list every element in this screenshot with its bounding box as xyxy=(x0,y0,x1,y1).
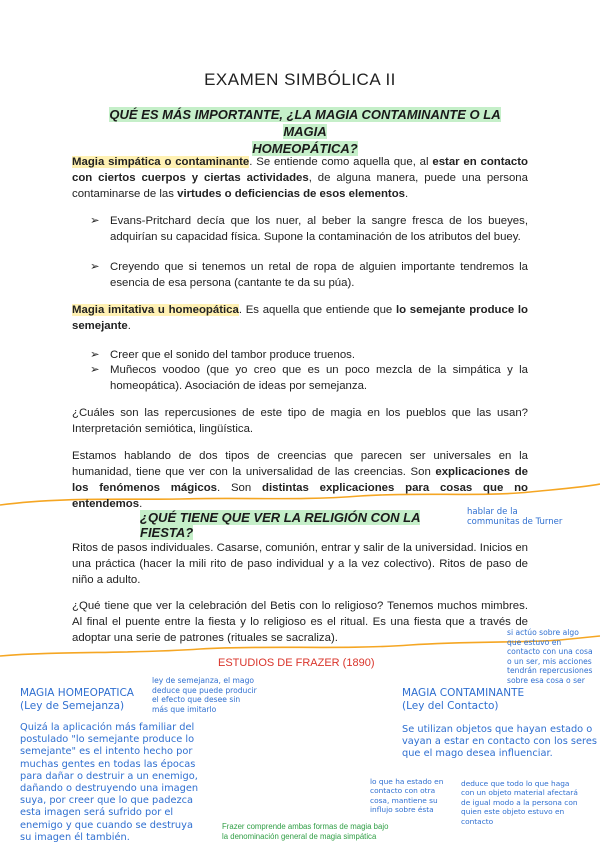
section-heading-1 xyxy=(90,106,520,157)
handwritten-note-turner: hablar de la communitas de Turner xyxy=(467,507,563,527)
text: . Son xyxy=(217,482,262,494)
text: . Se entiende como aquella que, al xyxy=(249,156,433,168)
term-magia-simpatica: Magia simpática o contaminante xyxy=(72,156,250,168)
paragraph-betis: ¿Qué tiene que ver la celebración del Betis con lo religioso? Tenemos muchos mimbres. Al final el puente entre la fiesta y lo religioso es el ritual. Es una fiesta que a través de adoptar una serie de patrones (rituales se sacraliza). xyxy=(72,600,528,644)
paragraph-repercusiones: ¿Cuáles son las repercusiones de este tipo de magia en los pueblos que las usan? Interpretación semiótica, lingüística. xyxy=(72,407,528,435)
list-item-text: Creer que el sonido del tambor produce truenos. xyxy=(110,349,356,361)
emphasis: lo semejante produce lo semejante xyxy=(72,304,528,332)
note-ley-semejanza: ley de semejanza, el mago deduce que puede producir el efecto que desee sin más que imitarlo xyxy=(152,676,257,714)
list-item xyxy=(90,347,528,363)
arrow-bullet-icon: ➢ xyxy=(90,364,100,376)
term-magia-imitativa: Magia imitativa u homeopática xyxy=(72,304,239,316)
list-item xyxy=(90,259,528,291)
arrow-bullet-icon: ➢ xyxy=(90,215,100,227)
emphasis: explicaciones de los fenómenos mágicos xyxy=(72,466,528,494)
paragraph-creencias xyxy=(72,448,528,512)
text: . Es aquella que entiende que xyxy=(238,304,396,316)
note-magia-homeopatica-title: MAGIA HOMEOPATICA (Ley de Semejanza) xyxy=(20,687,134,712)
section-heading-2-text: ¿QUÉ TIENE QUE VER LA RELIGIÓN CON LA FIESTA? xyxy=(140,510,421,540)
list-item-text: Creyendo que si tenemos un retal de ropa de alguien importante tendremos la esencia de esa persona (cantante te da su púa). xyxy=(110,261,528,289)
note-contaminante-body: Se utilizan objetos que hayan estado o vayan a estar en contacto con los seres que el mago desea influenciar. xyxy=(402,724,597,760)
paragraph-magia-simpatica xyxy=(72,154,528,202)
note-contacto-influjo: lo que ha estado en contacto con otra cosa, mantiene su influjo sobre ésta xyxy=(370,777,444,815)
page-title: EXAMEN SIMBÓLICA II xyxy=(204,70,396,89)
list-item-text: Muñecos voodoo (que yo creo que es un poco mezcla de la simpática y la homeopática). Asociación de ideas por semejanza. xyxy=(110,364,528,392)
section-heading-1-line2: HOMEOPÁTICA? xyxy=(252,141,358,156)
list-item-text: Evans-Pritchard decía que los nuer, al beber la sangre fresca de los bueyes, adquirían su capacidad física. Supone la contaminación de los atributos del buey. xyxy=(110,215,528,243)
notes-frazer-title: ESTUDIOS DE FRAZER (1890) xyxy=(218,657,375,669)
note-contact-explanation: si actúo sobre algo que estuvo en contacto con una cosa o un ser, mis acciones tendrán repercusiones sobre esa cosa o ser xyxy=(507,628,593,685)
text: . xyxy=(139,498,143,510)
text: . xyxy=(405,188,409,200)
paragraph-ritos: Ritos de pasos individuales. Casarse, comunión, entrar y salir de la universidad. Inicios en una práctica (hacer la mili rito de paso individual y a la vez colectivo). Ritos de paso de niño a adulto. xyxy=(72,542,528,586)
note-magia-contaminante-title: MAGIA CONTAMINANTE (Ley del Contacto) xyxy=(402,687,525,712)
note-frazer-simpatica: Frazer comprende ambas formas de magia bajo la denominación general de magia simpática xyxy=(222,822,389,841)
note-homeopatica-body: Quizá la aplicación más familiar del postulado "lo semejante produce lo semejante" es el intento hecho por muchas gentes en todas las épocas para dañar o destruir a un enemigo, dañando o destruyendo una imagen suya, por creer que lo que padezca esta imagen será sufrido por el enemigo y que cuando se destruya su imagen él también. xyxy=(20,722,199,843)
note-deduce-objeto: deduce que todo lo que haga con un objeto material afectará de igual modo a la persona con quien este objeto estuvo en contacto xyxy=(461,779,578,826)
text: . xyxy=(127,320,131,332)
text: Estamos hablando de dos tipos de creencias que parecen ser universales en la humanidad, tiene que ver con la universalidad de las creencias. Son xyxy=(72,450,528,478)
emphasis: virtudes o deficiencias de esos elementos xyxy=(177,188,406,200)
emphasis: distintas explicaciones para cosas que no entendemos xyxy=(72,482,528,510)
section-heading-2 xyxy=(140,510,458,540)
list-item xyxy=(90,213,528,245)
text: , de alguna manera, puede una persona contaminarse de las xyxy=(72,172,528,200)
arrow-bullet-icon: ➢ xyxy=(90,349,100,361)
arrow-bullet-icon: ➢ xyxy=(90,261,100,273)
section-heading-1-line1: QUÉ ES MÁS IMPORTANTE, ¿LA MAGIA CONTAMINANTE O LA MAGIA xyxy=(109,107,501,139)
emphasis: estar en contacto con ciertos cuerpos y ciertas actividades xyxy=(72,156,528,184)
paragraph-magia-imitativa xyxy=(72,302,528,334)
list-item xyxy=(90,362,528,394)
